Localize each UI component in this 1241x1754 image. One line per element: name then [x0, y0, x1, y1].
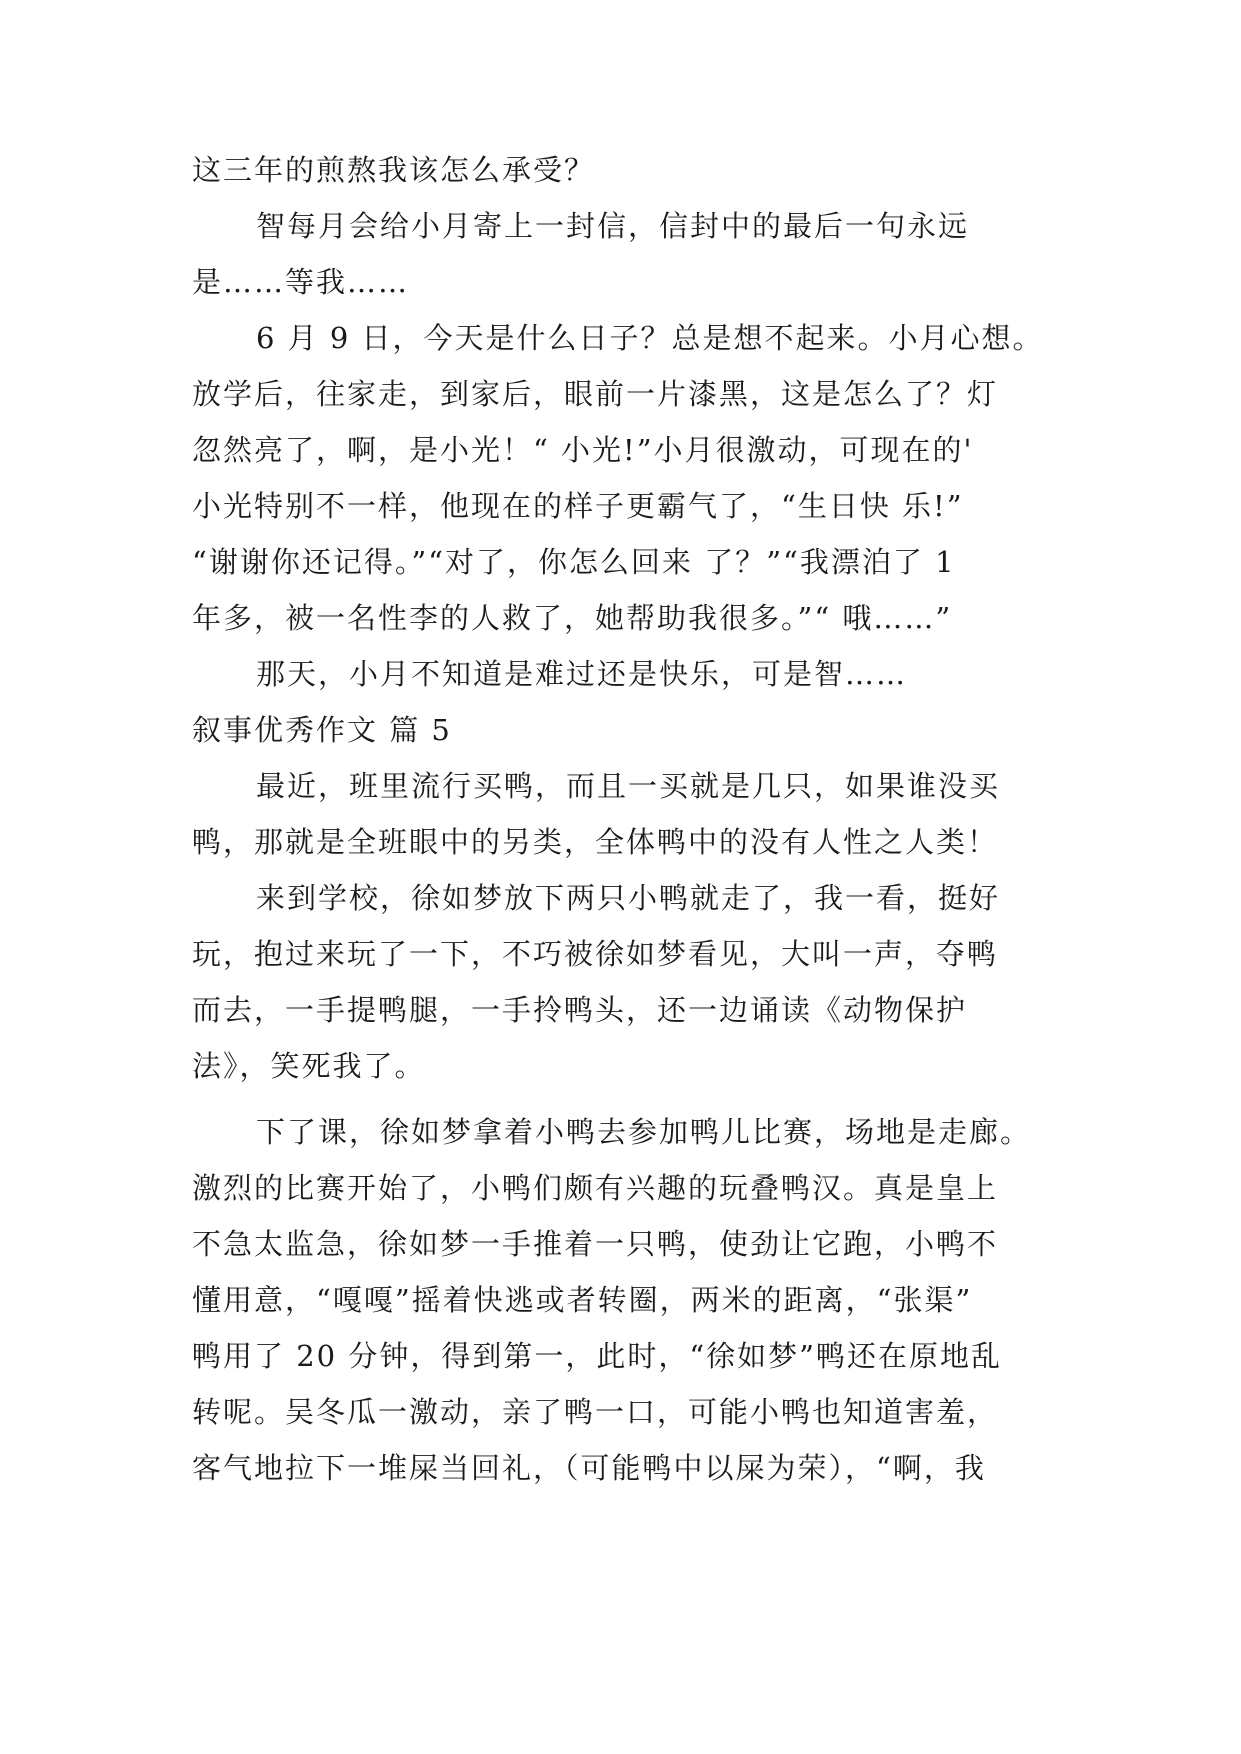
text-line: 而去，一手提鸭腿，一手拎鸭头，还一边诵读《动物保护 — [192, 993, 968, 1027]
text-line: “谢谢你还记得。”“对了，你怎么回来 了？”“我漂泊了 1 — [192, 545, 956, 579]
text-line: 法》，笑死我了。 — [192, 1049, 426, 1083]
text-line: 放学后，往家走，到家后，眼前一片漆黑，这是怎么了？灯 — [192, 377, 999, 411]
paragraph-first-line: 6 月 9 日，今天是什么日子？总是想不起来。小月心想。 — [256, 321, 1044, 355]
text-line: 懂用意，“嘎嘎”摇着快逃或者转圈，两米的距离，“张渠” — [192, 1283, 973, 1317]
text-line: 年多，被一名性李的人救了，她帮助我很多。”“ 哦……” — [192, 601, 953, 635]
text-line: 小光特别不一样，他现在的样子更霸气了，“生日快 乐!” — [192, 489, 964, 523]
text-line: 客气地拉下一堆屎当回礼，（可能鸭中以屎为荣），“啊，我 — [192, 1451, 986, 1485]
text-line: 这三年的煎熬我该怎么承受？ — [192, 153, 596, 187]
paragraph-first-line: 智每月会给小月寄上一封信，信封中的最后一句永远 — [256, 209, 970, 243]
text-line: 转呢。吴冬瓜一激动，亲了鸭一口，可能小鸭也知道害羞， — [192, 1395, 999, 1429]
text-line: 激烈的比赛开始了，小鸭们颇有兴趣的玩叠鸭汉。真是皇上 — [192, 1171, 999, 1205]
section-heading: 叙事优秀作文 篇 5 — [192, 713, 452, 747]
text-line: 忽然亮了，啊，是小光！“ 小光!”小月很激动，可现在的' — [192, 433, 974, 467]
paragraph-first-line: 下了课，徐如梦拿着小鸭去参加鸭儿比赛，场地是走廊。 — [256, 1115, 1032, 1149]
text-line: 鸭，那就是全班眼中的另类，全体鸭中的没有人性之人类！ — [192, 825, 999, 859]
text-line: 不急太监急，徐如梦一手推着一只鸭，使劲让它跑，小鸭不 — [192, 1227, 999, 1261]
paragraph-first-line: 来到学校，徐如梦放下两只小鸭就走了，我一看，挺好 — [256, 881, 1001, 915]
text-line: 是……等我…… — [192, 265, 410, 299]
paragraph-first-line: 最近，班里流行买鸭，而且一买就是几只，如果谁没买 — [256, 769, 1001, 803]
text-line: 鸭用了 20 分钟，得到第一，此时，“徐如梦”鸭还在原地乱 — [192, 1339, 1002, 1373]
text-line: 玩，抱过来玩了一下，不巧被徐如梦看见，大叫一声，夺鸭 — [192, 937, 999, 971]
paragraph-first-line: 那天，小月不知道是难过还是快乐，可是智…… — [256, 657, 908, 691]
